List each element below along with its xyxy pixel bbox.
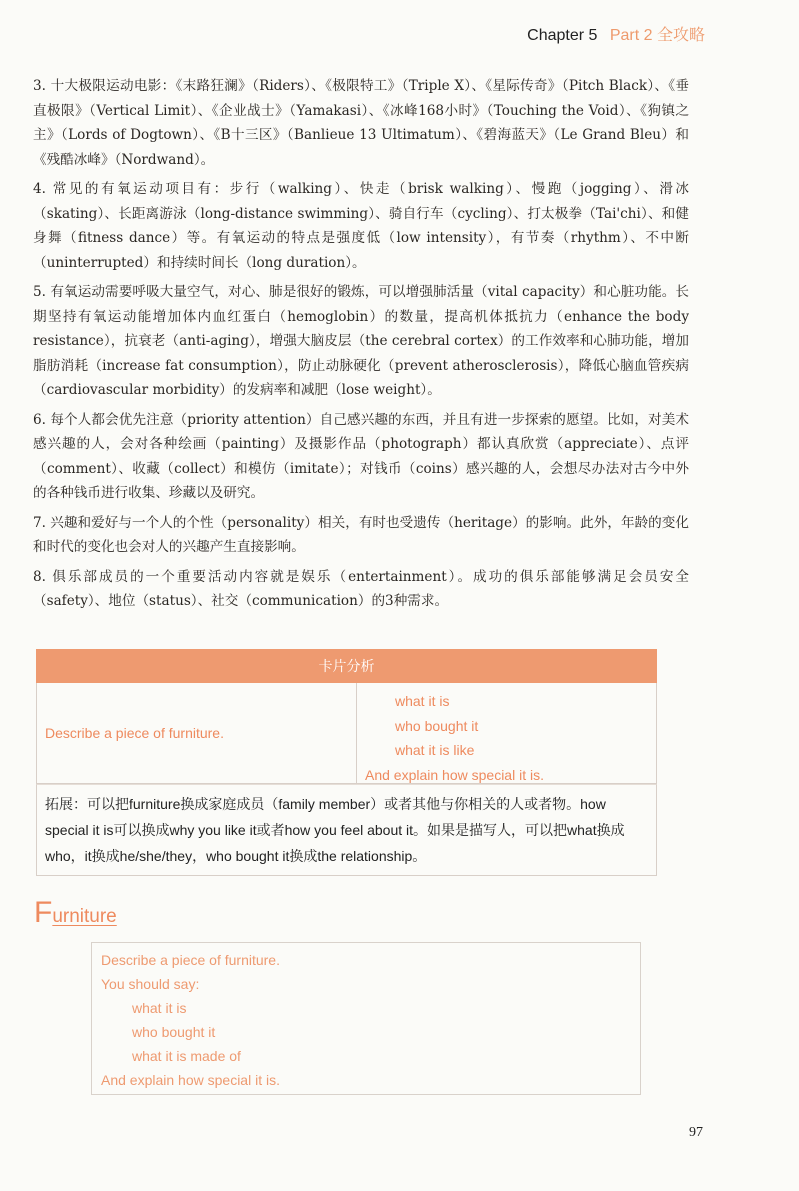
- note-paragraph-8: 8. 俱乐部成员的一个重要活动内容就是娱乐（entertainment）。成功的俱乐部能够满足会员安全（safety）、地位（status）、社交（communication）的3种需求。: [33, 568, 689, 609]
- cue-prompt: Describe a piece of furniture.: [101, 952, 280, 968]
- cue-last: And explain how special it is.: [101, 1072, 280, 1088]
- topic-title: [34, 896, 117, 930]
- page-number: 97: [689, 1125, 703, 1140]
- card-last-point: And explain how special it is.: [365, 766, 544, 783]
- running-header: [527, 22, 705, 45]
- chapter-label: Chapter 5: [527, 27, 598, 44]
- topic-rest: urniture: [52, 906, 117, 927]
- card-title: 卡片分析: [36, 649, 657, 683]
- card-point: what it is: [395, 693, 450, 709]
- note-paragraph-6: 6. 每个人都会优先注意（priority attention）自己感兴趣的东西，并且有进一步探索的愿望。比如，对美术感兴趣的人，会对各种绘画（painting）及摄影作品（photograph）都认真欣赏（appreciate）、点评（comment）、收藏（collect）和模仿（imitate）；对钱币（coins）感兴趣的人，会想尽办法对古今中外的各种钱币进行收集、珍藏以及研究。: [33, 411, 689, 501]
- cue-instruction: You should say:: [101, 976, 200, 992]
- notes-body: [33, 74, 689, 619]
- part-label: Part 2 全攻略: [609, 27, 705, 44]
- card-analysis: [36, 649, 657, 876]
- note-paragraph-3: 3. 十大极限运动电影：《末路狂澜》（Riders）、《极限特工》（Triple X）、《星际传奇》（Pitch Black）、《垂直极限》（Vertical Limit）、《企业战士》（Yamakasi）、《冰峰168小时》（Touching the Void）、《狗镇之主》（Lords of Dogtown）、《B十三区》（Banlieue 13 Ultimatum）、《碧海蓝天》（Le Grand Bleu）和《残酷冰峰》（Nordwand）。: [33, 78, 689, 168]
- cue-point: who bought it: [132, 1024, 216, 1040]
- card-point: who bought it: [395, 717, 479, 734]
- card-table: [36, 683, 657, 784]
- card-points: [357, 683, 656, 783]
- topic-initial: F: [34, 896, 53, 929]
- note-paragraph-5: 5. 有氧运动需要呼吸大量空气，对心、肺是很好的锻炼，可以增强肺活量（vital capacity）和心脏功能。长期坚持有氧运动能增加体内血红蛋白（hemoglobin）的数量，提高机体抵抗力（enhance the body resistance），抗衰老（anti-aging），增强大脑皮层（the cerebral cortex）的工作效率和心肺功能，增加脂肪消耗（increase fat consumption），防止动脉硬化（prevent atherosclerosis），降低心脑血管疾病（cardiovascular morbidity）的发病率和减肥（lose weight）。: [33, 284, 689, 398]
- cue-card: [91, 942, 641, 1095]
- card-extension: 拓展：可以把furniture换成家庭成员（family member）或者其他与你相关的人或者物。how special it is可以换成why you like it或者how you feel about it。如果是描写人，可以把what换成who，it换成he/she/they，who bought it换成the relationship。: [36, 784, 657, 876]
- note-paragraph-4: 4. 常见的有氧运动项目有：步行（walking）、快走（brisk walking）、慢跑（jogging）、滑冰（skating）、长距离游泳（long-distance swimming）、骑自行车（cycling）、打太极拳（Tai'chi）、和健身舞（fitness dance）等。有氧运动的特点是强度低（low intensity），有节奏（rhythm）、不中断（uninterrupted）和持续时间长（long duration）。: [33, 181, 689, 271]
- card-point: what it is like: [395, 742, 475, 758]
- cue-point: what it is: [132, 1000, 187, 1016]
- note-paragraph-7: 7. 兴趣和爱好与一个人的个性（personality）相关，有时也受遗传（heritage）的影响。此外，年龄的变化和时代的变化也会对人的兴趣产生直接影响。: [33, 514, 689, 555]
- card-prompt: Describe a piece of furniture.: [37, 683, 357, 783]
- cue-point: what it is made of: [132, 1048, 241, 1064]
